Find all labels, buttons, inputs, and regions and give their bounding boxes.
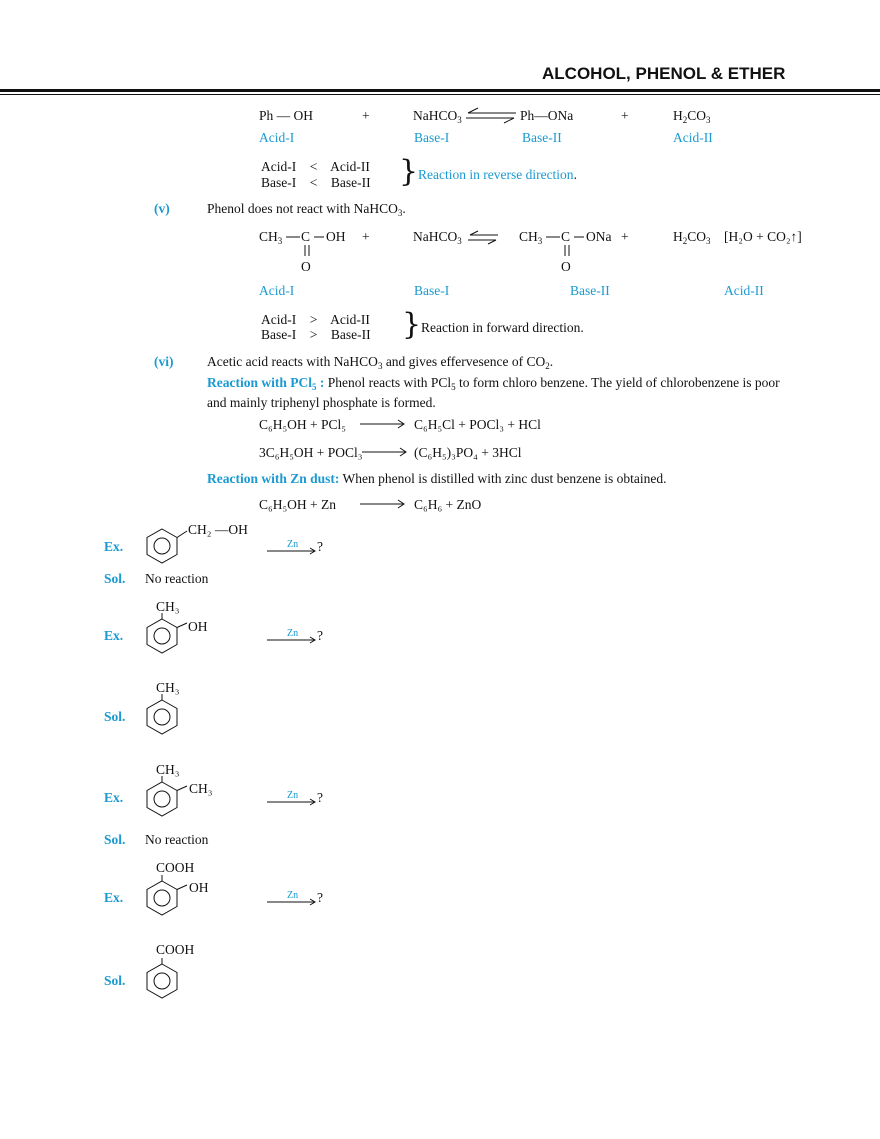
ex3-arrow-label: Zn — [287, 790, 299, 801]
eq1-label-base1: Base-I — [414, 130, 450, 145]
item-v-label-acid2: Acid-II — [724, 283, 764, 298]
acetic-acid-oh: OH — [326, 229, 346, 244]
eq1-label-base2: Base-II — [522, 130, 562, 145]
pcl5-paragraph: Reaction with PCl$_5$ : Phenol reacts with PCl$_5$ to form chloro benzene. The yield of chlorobenzene is poor — [207, 375, 780, 392]
ex4-label: Ex. — [104, 890, 124, 905]
item-v-bracket: [H₂O + CO₂↑] — [724, 229, 802, 244]
benzene-ring-icon — [145, 962, 181, 1002]
ex2-arrow-label: Zn — [287, 628, 299, 639]
sol4-cooh: COOH — [156, 942, 195, 957]
reaction-arrow-icon — [360, 418, 406, 430]
ex1-question: ? — [317, 539, 323, 554]
item-v-h2co3: $H_2CO_3$ — [673, 229, 711, 246]
sol3-text: No reaction — [145, 832, 209, 847]
sol1-label: Sol. — [104, 571, 126, 586]
reaction-arrow-icon — [267, 798, 317, 806]
benzene-ring-icon — [145, 527, 181, 565]
cmp2-brace-icon: } — [402, 307, 422, 342]
pcl5-paragraph-line2: and mainly triphenyl phosphate is formed. — [207, 395, 436, 410]
equilibrium-arrow-icon — [466, 231, 500, 245]
ex2-question: ? — [317, 628, 323, 643]
ex4-cooh: COOH — [156, 860, 195, 875]
cmp2-base-row: Base-I > Base-II — [261, 327, 371, 342]
ex4-oh: OH — [189, 880, 209, 895]
eq-pcl5-right: C₆H₅Cl + POCl₃ + HCl — [414, 417, 541, 432]
pcl5-heading: Reaction with PCl$_5$ : — [207, 375, 325, 392]
reaction-arrow-icon — [267, 898, 317, 906]
benzene-ring-icon — [145, 698, 181, 738]
reaction-arrow-icon — [267, 547, 317, 555]
zn-heading: Reaction with Zn dust: — [207, 471, 340, 486]
eq-zn-right: C₆H₆ + ZnO — [414, 497, 482, 512]
page-title: ALCOHOL, PHENOL & ETHER — [542, 64, 786, 83]
sol1-text: No reaction — [145, 571, 209, 586]
acetic-acid-ch3: $CH_3$ — [259, 229, 283, 246]
eq1-plus2: + — [621, 108, 629, 123]
header-rule-thin — [0, 94, 880, 95]
benzene-ring-icon — [145, 879, 181, 919]
eq1-label-acid2: Acid-II — [673, 130, 713, 145]
eq-zn-left: C₆H₅OH + Zn — [259, 497, 337, 512]
ex1-label: Ex. — [104, 539, 124, 554]
item-v-plus1: + — [362, 229, 370, 244]
sol4-label: Sol. — [104, 973, 126, 988]
sodium-acetate-o: O — [561, 259, 571, 274]
header-rule-thick — [0, 89, 880, 92]
equilibrium-arrow-icon — [464, 108, 518, 124]
ex3-ch3-top: CH₃ — [156, 762, 180, 777]
sodium-acetate-ona: ONa — [586, 229, 612, 244]
ex2-oh: OH — [188, 619, 208, 634]
zn-paragraph: Reaction with Zn dust: When phenol is distilled with zinc dust benzene is obtained. — [207, 471, 667, 486]
cmp1-acid-row: Acid-I < Acid-II — [261, 159, 370, 174]
ex2-ch3: CH₃ — [156, 599, 180, 614]
sol2-ch3: CH₃ — [156, 680, 180, 695]
eq1-phenol: Ph — OH — [259, 108, 314, 123]
item-v-plus2: + — [621, 229, 629, 244]
benzene-ring-icon — [145, 780, 181, 820]
reaction-arrow-icon — [267, 636, 317, 644]
eq1-nahco3: NaHCO$_3$ — [413, 108, 462, 125]
eq-pocl3-left: 3C₆H₅OH + POCl₃ — [259, 445, 363, 460]
ex4-arrow-label: Zn — [287, 890, 299, 901]
eq1-label-acid1: Acid-I — [259, 130, 295, 145]
sodium-acetate-c: C — [561, 229, 571, 244]
item-v-text: Phenol does not react with NaHCO$_3$. — [207, 201, 406, 218]
ex3-question: ? — [317, 790, 323, 805]
item-v-label-acid1: Acid-I — [259, 283, 295, 298]
item-vi-marker: (vi) — [154, 354, 174, 369]
item-v-label-base1: Base-I — [414, 283, 450, 298]
ex4-question: ? — [317, 890, 323, 905]
item-v-marker: (v) — [154, 201, 170, 216]
eq-pocl3-right: (C₆H₅)₃PO₄ + 3HCl — [414, 445, 522, 460]
sol2-label: Sol. — [104, 709, 126, 724]
sodium-acetate-ch3: $CH_3$ — [519, 229, 543, 246]
item-vi-text: Acetic acid reacts with NaHCO$_3$ and gives effervesence of $CO_2$. — [207, 354, 554, 371]
cmp1-note: Reaction in reverse direction. — [418, 167, 577, 182]
ex1-arrow-label: Zn — [287, 539, 299, 550]
benzene-ring-icon — [145, 617, 181, 657]
acetic-acid-o: O — [301, 259, 311, 274]
item-v-nahco3: NaHCO$_3$ — [413, 229, 462, 246]
reaction-arrow-icon — [360, 498, 406, 510]
ex3-label: Ex. — [104, 790, 124, 805]
ex3-ch3-side: CH₃ — [189, 781, 213, 796]
reaction-arrow-icon — [362, 446, 408, 458]
eq-pcl5-left: C₆H₅OH + PCl₅ — [259, 417, 346, 432]
eq1-phona: Ph—ONa — [520, 108, 574, 123]
ex1-substituent: CH₂ —OH — [188, 522, 248, 537]
cmp1-brace-icon: } — [399, 154, 419, 189]
cmp2-acid-row: Acid-I > Acid-II — [261, 312, 370, 327]
item-v-label-base2: Base-II — [570, 283, 610, 298]
cmp2-note: Reaction in forward direction. — [421, 320, 584, 335]
sol3-label: Sol. — [104, 832, 126, 847]
eq1-plus1: + — [362, 108, 370, 123]
eq1-h2co3: $H_2CO_3$ — [673, 108, 711, 125]
ex2-label: Ex. — [104, 628, 124, 643]
cmp1-base-row: Base-I < Base-II — [261, 175, 371, 190]
acetic-acid-c: C — [301, 229, 311, 244]
